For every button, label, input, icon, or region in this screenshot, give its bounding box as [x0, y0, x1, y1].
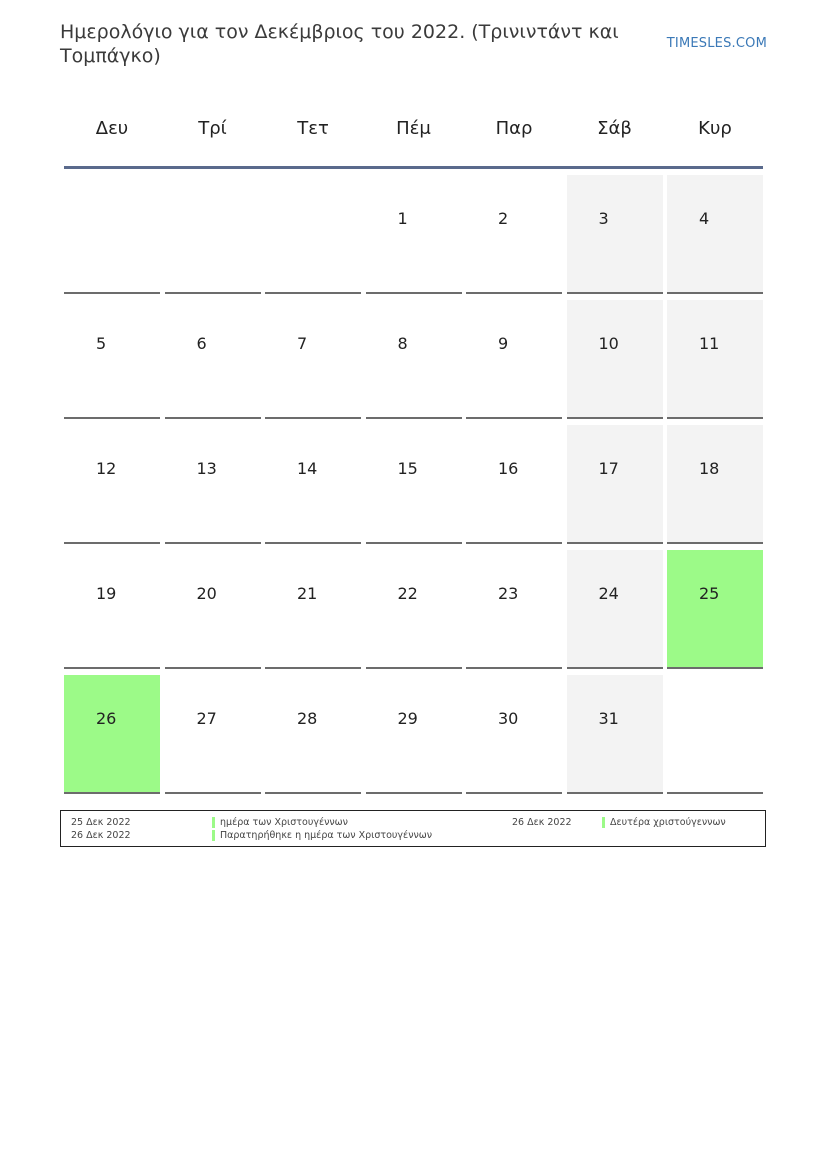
calendar-week-row: [64, 175, 763, 294]
day-cell[interactable]: [64, 550, 160, 669]
day-cell[interactable]: [466, 425, 562, 544]
weekday-wed: Τετ: [297, 118, 329, 139]
legend-holiday-name: Δευτέρα χριστούγεννων: [610, 817, 726, 828]
day-number: 31: [598, 709, 619, 728]
calendar-week-row: [64, 300, 763, 419]
day-number: 20: [196, 584, 217, 603]
day-number: 24: [598, 584, 619, 603]
day-cell[interactable]: [567, 300, 663, 419]
day-cell[interactable]: [165, 425, 261, 544]
day-cell[interactable]: [64, 425, 160, 544]
day-cell[interactable]: [265, 675, 361, 794]
day-number: 9: [498, 334, 509, 353]
day-number: 13: [196, 459, 217, 478]
day-number: 14: [297, 459, 318, 478]
weekday-sun: Κυρ: [698, 118, 732, 139]
day-number: 23: [498, 584, 519, 603]
day-number: 10: [598, 334, 619, 353]
day-number: 28: [297, 709, 318, 728]
day-cell[interactable]: [667, 300, 763, 419]
legend-date: 25 Δεκ 2022: [71, 817, 131, 828]
weekday-mon: Δευ: [95, 118, 129, 139]
calendar-week-row: [64, 675, 763, 794]
day-number: 16: [498, 459, 519, 478]
day-cell[interactable]: [265, 300, 361, 419]
day-number: 30: [498, 709, 519, 728]
day-number: 18: [699, 459, 720, 478]
day-cell[interactable]: [165, 550, 261, 669]
holiday-legend: [60, 810, 766, 847]
day-number: 2: [498, 209, 509, 228]
holiday-day-cell[interactable]: [667, 550, 763, 669]
calendar-grid: [64, 98, 763, 800]
day-cell[interactable]: [366, 175, 462, 294]
day-cell[interactable]: [567, 175, 663, 294]
day-cell[interactable]: [667, 175, 763, 294]
legend-color-marker: [212, 830, 215, 841]
day-cell[interactable]: [165, 675, 261, 794]
calendar-week-row: [64, 550, 763, 669]
weekday-header: [64, 98, 763, 169]
day-number: 27: [196, 709, 217, 728]
day-number: 25: [699, 584, 720, 603]
day-number: 5: [96, 334, 107, 353]
day-number: 8: [397, 334, 408, 353]
day-cell[interactable]: [265, 425, 361, 544]
day-cell[interactable]: [567, 425, 663, 544]
legend-date: 26 Δεκ 2022: [512, 817, 572, 828]
calendar-weeks: [64, 175, 763, 794]
day-number: 15: [397, 459, 418, 478]
day-cell[interactable]: [366, 675, 462, 794]
day-cell[interactable]: [466, 175, 562, 294]
day-cell[interactable]: [64, 300, 160, 419]
day-cell[interactable]: [567, 550, 663, 669]
weekday-sat: Σάβ: [597, 118, 632, 139]
day-cell[interactable]: [165, 300, 261, 419]
day-number: 7: [297, 334, 308, 353]
empty-day-cell: [265, 175, 361, 294]
day-cell[interactable]: [265, 550, 361, 669]
day-number: 17: [598, 459, 619, 478]
page-title: Ημερολόγιο για τον Δεκέμβριος του 2022. (Τρινιντάντ και Τομπάγκο): [60, 21, 619, 67]
empty-day-cell: [165, 175, 261, 294]
day-number: 4: [699, 209, 710, 228]
weekday-tue: Τρί: [198, 118, 227, 139]
legend-date: 26 Δεκ 2022: [71, 830, 131, 841]
legend-holiday-name: ημέρα των Χριστουγέννων: [220, 817, 348, 828]
legend-color-marker: [602, 817, 605, 828]
day-number: 29: [397, 709, 418, 728]
day-number: 26: [96, 709, 117, 728]
day-number: 22: [397, 584, 418, 603]
day-cell[interactable]: [466, 550, 562, 669]
legend-color-marker: [212, 817, 215, 828]
day-cell[interactable]: [567, 675, 663, 794]
day-cell[interactable]: [667, 425, 763, 544]
day-number: 11: [699, 334, 720, 353]
day-cell[interactable]: [366, 425, 462, 544]
day-number: 1: [397, 209, 408, 228]
day-number: 21: [297, 584, 318, 603]
calendar-week-row: [64, 425, 763, 544]
holiday-day-cell[interactable]: [64, 675, 160, 794]
day-cell[interactable]: [366, 550, 462, 669]
day-number: 12: [96, 459, 117, 478]
empty-day-cell: [64, 175, 160, 294]
day-cell[interactable]: [366, 300, 462, 419]
empty-day-cell: [667, 675, 763, 794]
legend-holiday-name: Παρατηρήθηκε η ημέρα των Χριστουγέννων: [220, 830, 433, 841]
day-number: 3: [598, 209, 609, 228]
weekday-fri: Παρ: [495, 118, 533, 139]
brand-link[interactable]: TIMESLES.COM: [666, 36, 767, 51]
weekday-thu: Πέμ: [396, 118, 431, 139]
day-number: 19: [96, 584, 117, 603]
day-cell[interactable]: [466, 675, 562, 794]
day-number: 6: [196, 334, 207, 353]
day-cell[interactable]: [466, 300, 562, 419]
